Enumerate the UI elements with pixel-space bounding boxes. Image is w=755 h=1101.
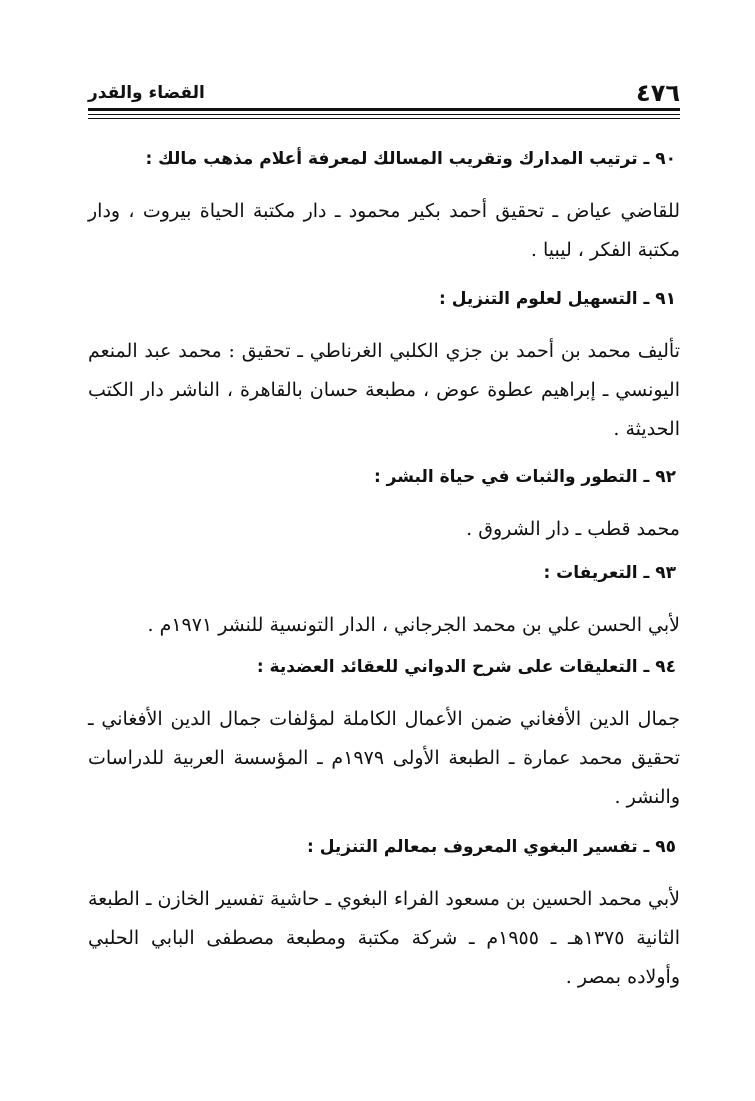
entry-body: تأليف محمد بن أحمد بن جزي الكلبي الغرناطي ـ تحقيق : محمد عبد المنعم اليونسي ـ إبراهيم عطوة عوض ، مطبعة حسان بالقاهرة ، الناشر دار الكتب الحديثة . [88,340,680,440]
entry-body: جمال الدين الأفغاني ضمن الأعمال الكاملة لمؤلفات جمال الدين الأفغاني ـ تحقيق محمد عمارة ـ الطبعة الأولى ١٩٧٩م ـ المؤسسة العربية للدراسات والنشر . [88,708,680,808]
bibliography-entry [88,144,680,270]
bibliography-entry [88,652,680,817]
entry-body: للقاضي عياض ـ تحقيق أحمد بكير محمود ـ دار مكتبة الحياة بيروت ، ودار مكتبة الفكر ، ليبيا . [88,200,680,261]
header-rule-thin-1 [88,114,680,115]
bibliography-entry [88,462,680,549]
page-number: ٤٧٦ [636,79,680,107]
bibliography-entry [88,284,680,449]
header-rule-thick [88,108,680,111]
entry-title: ٩٢ ـ التطور والثبات في حياة البشر : [373,467,676,487]
running-title: القضاء والقدر [88,83,205,103]
entry-body: لأبي محمد الحسين بن مسعود الفراء البغوي ـ حاشية تفسير الخازن ـ الطبعة الثانية ١٣٧٥هـ ـ ١٩٥٥م ـ شركة مكتبة ومطبعة مصطفى البابي الحلبي وأولاده بمصر . [88,888,680,988]
entry-title: ٩٣ ـ التعريفات : [543,563,676,583]
page-header [88,80,680,106]
entry-title: ٩١ ـ التسهيل لعلوم التنزيل : [438,289,676,309]
header-rule-thin-2 [88,118,680,119]
entry-title: ٩٤ ـ التعليقات على شرح الدواني للعقائد العضدية : [256,657,676,677]
entry-body: محمد قطب ـ دار الشروق . [466,518,680,540]
entry-title: ٩٠ ـ ترتيب المدارك وتقريب المسالك لمعرفة أعلام مذهب مالك : [145,149,676,169]
entry-title: ٩٥ ـ تفسير البغوي المعروف بمعالم التنزيل : [306,837,676,857]
entry-body: لأبي الحسن علي بن محمد الجرجاني ، الدار التونسية للنشر ١٩٧١م . [147,614,680,636]
bibliography-entry [88,832,680,997]
bibliography-entry [88,558,680,645]
